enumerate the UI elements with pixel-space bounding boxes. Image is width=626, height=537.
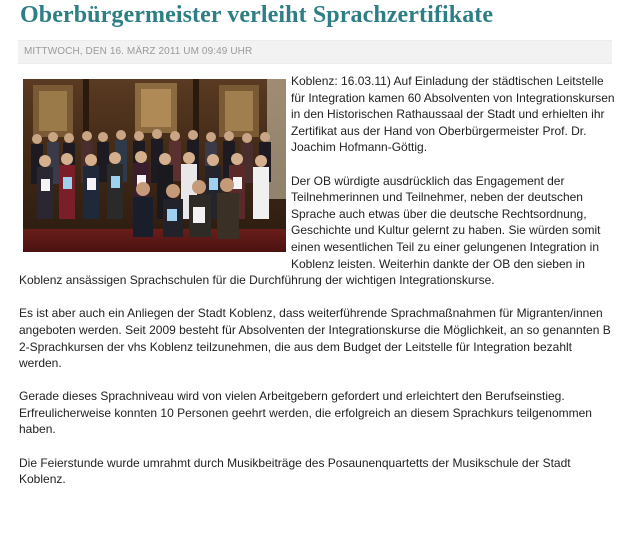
article-body	[19, 73, 615, 504]
date-bar	[18, 40, 612, 64]
paragraph-2: Der OB würdigte ausdrücklich das Engagement der Teilnehmerinnen und Teilnehmer, neben der deutschen Sprache auch etwas über die deutsche Rechtsordnung, Geschichte und Kultur gelernt zu haben. Sie würden somit einen wesentlichen Teil zu einer gelungenen Integration in Koblenz leisten. Weiterhin dankte der OB den sieben in Koblenz ansässigen Sprachschulen für die Durchführung der wichtigen Integrationskurse.	[19, 173, 601, 288]
paragraph-3: Es ist aber auch ein Anliegen der Stadt Koblenz, dass weiterführende Sprachmaßnahmen für Migranten/innen angeboten werden. Seit 2009 besteht für Absolventen der Integrationskurse die Möglichkeit, an so genannten B 2-Sprachkursen der vhs Koblenz teilzunehmen, die aus dem Budget der Leitstelle für Integration bezahlt werden.	[19, 306, 611, 371]
paragraph-4: Gerade dieses Sprachniveau wird von vielen Arbeitgebern gefordert und erleichtert den Berufseinstieg. Erfreulicherweise konnten 10 Personen geehrt werden, die erfolgreich an diesem Sprachkurs teilgenommen haben.	[19, 389, 592, 437]
article-title[interactable]: Oberbürgermeister verleiht Sprachzertifikate	[20, 2, 494, 28]
article-date: MITTWOCH, DEN 16. MÄRZ 2011 UM 09:49 UHR	[24, 46, 253, 57]
photo-spacer	[19, 73, 291, 268]
paragraph-1: Koblenz: 16.03.11) Auf Einladung der städtischen Leitstelle für Integration kamen 60 Absolventen von Integrationskursen in den Historischen Rathaussaal der Stadt und erhielten ihr Zertifikat aus der Hand von Oberbürgermeister Prof. Dr. Joachim Hofmann-Göttig.	[291, 74, 615, 155]
paragraph-5: Die Feierstunde wurde umrahmt durch Musikbeiträge des Posaunenquartetts der Musikschule der Stadt Koblenz.	[19, 455, 571, 487]
